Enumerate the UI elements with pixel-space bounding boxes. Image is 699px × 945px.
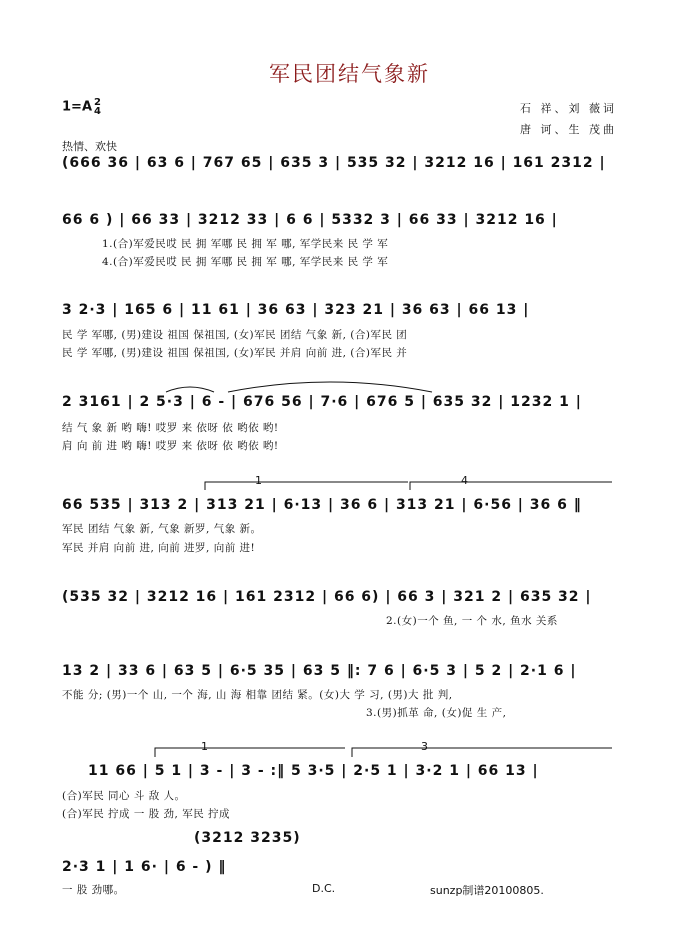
volta-bracket-first: [205, 482, 408, 490]
lyric-row-3-verse-b: 民 学 军哪, (男)建设 祖国 保祖国, (女)军民 并肩 向前 进, (合)军民 并: [62, 347, 408, 359]
slur-long: [228, 382, 432, 392]
time-sig-denominator: 4: [94, 106, 101, 117]
lyric-row-5-verse-b: 军民 并肩 向前 进, 向前 进罗, 向前 进!: [62, 542, 256, 554]
music-row-3: 3 2·3 | 165 6 | 11 61 | 36 63 | 323 21 | 36 63 | 66 13 |: [62, 302, 530, 318]
footer-credit: sunzp制谱20100805.: [430, 884, 544, 897]
lyric-row-4-verse-a: 结 气 象 新 哟 嗨! 哎罗 来 依呀 依 哟依 哟!: [62, 422, 279, 434]
key-label: 1=A: [62, 99, 92, 115]
lyric-row-4-verse-b: 肩 向 前 进 哟 嗨! 哎罗 来 依呀 依 哟依 哟!: [62, 440, 279, 452]
lyric-row-7-verse-a: 不能 分; (男)一个 山, 一个 海, 山 海 相靠 团结 紧。(女)大 学 习, (男)大 批 判,: [62, 689, 453, 701]
lyricist-credit: 石 祥、刘 薇词: [520, 102, 617, 115]
music-row-1: (666 36 | 63 6 | 767 65 | 635 3 | 535 32 | 3212 16 | 161 2312 |: [62, 155, 606, 171]
lyric-row-8-verse-b: (合)军民 拧成 一 股 劲, 军民 拧成: [62, 808, 231, 820]
music-row-6: (535 32 | 3212 16 | 161 2312 | 66 6) | 66 3 | 321 2 | 635 32 |: [62, 589, 592, 605]
volta-bracket-first-b: [155, 748, 345, 757]
music-row-2: 66 6 ) | 66 33 | 3212 33 | 6 6 | 5332 3 | 66 33 | 3212 16 |: [62, 212, 558, 228]
music-row-9: 2·3 1 | 1 6· | 6 - ) ‖: [62, 859, 227, 875]
lyric-row-3-verse-a: 民 学 军哪, (男)建设 祖国 保祖国, (女)军民 团结 气象 新, (合)军民 团: [62, 329, 408, 341]
song-title: 军民团结气象新: [269, 62, 430, 86]
lyric-row-2-verse-b: 4.(合)军爱民哎 民 拥 军哪 民 拥 军 哪, 军学民来 民 学 军: [102, 256, 389, 268]
volta-number-3: 3: [421, 740, 428, 753]
tempo-marking: 热情、欢快: [62, 140, 117, 153]
volta-number-first: 1: [255, 474, 262, 487]
volta-bracket-second: [410, 482, 612, 490]
lyric-row-9: 一 股 劲哪。: [62, 884, 125, 896]
lyric-row-6: 2.(女)一个 鱼, 一 个 水, 鱼水 关系: [386, 615, 558, 627]
dc-marking: D.C.: [312, 882, 336, 895]
composer-credit: 唐 诃、生 茂曲: [520, 123, 617, 136]
slur-short: [166, 387, 214, 392]
music-row-5: 66 535 | 313 2 | 313 21 | 6·13 | 36 6 | 313 21 | 6·56 | 36 6 ‖: [62, 497, 582, 513]
volta-bracket-second-b: [352, 748, 612, 757]
music-row-8: 11 66 | 5 1 | 3 - | 3 - :‖ 5 3·5 | 2·5 1 | 3·2 1 | 66 13 |: [88, 763, 539, 779]
volta-number-second: 4: [461, 474, 468, 487]
music-row-4: 2 3161 | 2 5·3 | 6 - | 676 56 | 7·6 | 676 5 | 635 32 | 1232 1 |: [62, 394, 582, 410]
intro-phrase: (3212 3235): [194, 830, 301, 846]
lyric-row-2-verse-a: 1.(合)军爱民哎 民 拥 军哪 民 拥 军 哪, 军学民来 民 学 军: [102, 238, 389, 250]
lyric-row-7-verse-b: 3.(男)抓革 命, (女)促 生 产,: [366, 707, 507, 719]
lyric-row-5-verse-a: 军民 团结 气象 新, 气象 新罗, 气象 新。: [62, 523, 262, 535]
music-row-7: 13 2 | 33 6 | 63 5 | 6·5 35 | 63 5 ‖: 7 6 | 6·5 3 | 5 2 | 2·1 6 |: [62, 663, 577, 679]
lyric-row-8-verse-a: (合)军民 同心 斗 敌 人。: [62, 790, 186, 802]
volta-number-1: 1: [201, 740, 208, 753]
time-sig-numerator: 2: [94, 97, 101, 108]
